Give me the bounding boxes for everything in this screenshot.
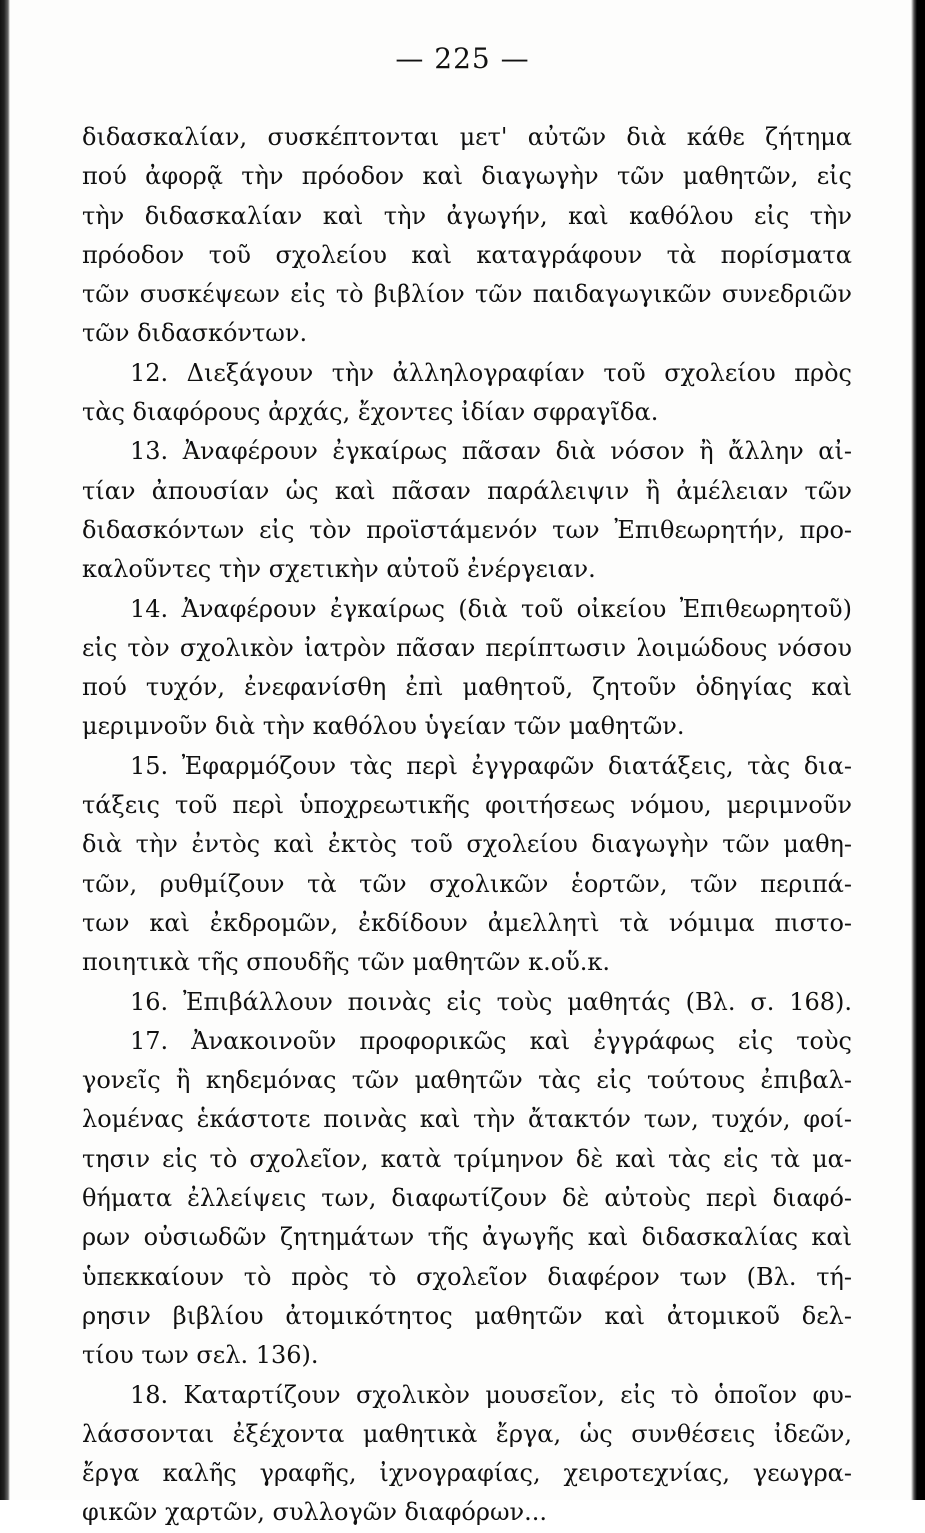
- text-line: μεριμνοῦν διὰ τὴν καθόλου ὑγείαν τῶν μαθητῶν.: [82, 712, 685, 741]
- text-line: 14. Ἀναφέρουν ἐγκαίρως (διὰ τοῦ οἰκείου Ἐπιθεωρητοῦ): [130, 594, 852, 623]
- text-line: διὰ τὴν ἐντὸς καὶ ἐκτὸς τοῦ σχολείου διαγωγὴν τῶν μαθη-: [82, 830, 852, 859]
- page-number: — 225 —: [395, 42, 530, 75]
- text-line: ἔργα καλῆς γραφῆς, ἰχνογραφίας, χειροτεχνίας, γεωγρα-: [82, 1459, 852, 1488]
- text-line: πού τυχόν, ἐνεφανίσθη ἐπὶ μαθητοῦ, ζητοῦν ὁδηγίας καὶ: [82, 673, 852, 702]
- text-line: τὰς διαφόρους ἀρχάς, ἔχοντες ἰδίαν σφραγῖδα.: [82, 398, 659, 427]
- text-line: τάξεις τοῦ περὶ ὑποχρεωτικῆς φοιτήσεως νόμου, μεριμνοῦν: [82, 791, 852, 820]
- body-text: [82, 118, 852, 1533]
- text-line: 13. Ἀναφέρουν ἐγκαίρως πᾶσαν διὰ νόσον ἢ ἄλλην αἰ-: [130, 437, 852, 466]
- text-line: ποιητικὰ τῆς σπουδῆς τῶν μαθητῶν κ.οὕ.κ.: [82, 948, 611, 977]
- text-line: τίου των σελ. 136).: [82, 1341, 319, 1370]
- text-line: γονεῖς ἢ κηδεμόνας τῶν μαθητῶν τὰς εἰς τούτους ἐπιβαλ-: [82, 1066, 852, 1095]
- text-line: λομένας ἑκάστοτε ποινὰς καὶ τὴν ἄτακτόν των, τυχόν, φοί-: [82, 1105, 852, 1134]
- text-line: τῶν, ρυθμίζουν τὰ τῶν σχολικῶν ἑορτῶν, τῶν περιπά-: [82, 869, 852, 898]
- text-line: πού ἀφορᾷ τὴν πρόοδον καὶ διαγωγὴν τῶν μαθητῶν, εἰς: [82, 162, 852, 191]
- text-line: τῶν συσκέψεων εἰς τὸ βιβλίον τῶν παιδαγωγικῶν συνεδριῶν: [82, 280, 852, 309]
- text-line: ὑπεκκαίουν τὸ πρὸς τὸ σχολεῖον διαφέρον των (Βλ. τή-: [82, 1262, 852, 1291]
- text-line: ρων οὐσιωδῶν ζητημάτων τῆς ἀγωγῆς καὶ διδασκαλίας καὶ: [82, 1223, 852, 1252]
- text-line: εἰς τὸν σχολικὸν ἰατρὸν πᾶσαν περίπτωσιν λοιμώδους νόσου: [82, 633, 852, 662]
- text-line: φικῶν χαρτῶν, συλλογῶν διαφόρων...: [82, 1498, 548, 1527]
- text-line: διδασκαλίαν, συσκέπτονται μετ' αὐτῶν διὰ κάθε ζήτημα: [82, 123, 852, 151]
- page-left-edge-shadow: [0, 0, 10, 1500]
- page-right-edge-shadow: [911, 0, 925, 1500]
- text-line: 18. Καταρτίζουν σχολικὸν μουσεῖον, εἰς τὸ ὁποῖον φυ-: [130, 1380, 852, 1409]
- text-line: τὴν διδασκαλίαν καὶ τὴν ἀγωγήν, καὶ καθόλου εἰς τὴν: [82, 201, 852, 230]
- text-line: πρόοδον τοῦ σχολείου καὶ καταγράφουν τὰ πορίσματα: [82, 240, 852, 269]
- text-line: 17. Ἀνακοινοῦν προφορικῶς καὶ ἐγγράφως εἰς τοὺς: [130, 1026, 852, 1055]
- text-line: τῶν διδασκόντων.: [82, 319, 308, 348]
- text-line: τίαν ἀπουσίαν ὡς καὶ πᾶσαν παράλειψιν ἢ ἀμέλειαν τῶν: [82, 476, 852, 505]
- text-line: λάσσονται ἐξέχοντα μαθητικὰ ἔργα, ὡς συνθέσεις ἰδεῶν,: [82, 1419, 852, 1448]
- text-line: θήματα ἐλλείψεις των, διαφωτίζουν δὲ αὐτοὺς περὶ διαφό-: [82, 1184, 852, 1213]
- text-line: των καὶ ἐκδρομῶν, ἐκδίδουν ἀμελλητὶ τὰ νόμιμα πιστο-: [82, 908, 852, 937]
- text-line: ρησιν βιβλίου ἀτομικότητος μαθητῶν καὶ ἀτομικοῦ δελ-: [82, 1301, 852, 1330]
- text-line: 15. Ἐφαρμόζουν τὰς περὶ ἐγγραφῶν διατάξεις, τὰς δια-: [130, 751, 852, 780]
- text-line: καλοῦντες τὴν σχετικὴν αὐτοῦ ἐνέργειαν.: [82, 555, 596, 584]
- text-line: τησιν εἰς τὸ σχολεῖον, κατὰ τρίμηνον δὲ καὶ τὰς εἰς τὰ μα-: [82, 1144, 852, 1173]
- text-line: 12. Διεξάγουν τὴν ἀλληλογραφίαν τοῦ σχολείου πρὸς: [130, 358, 852, 387]
- text-line: διδασκόντων εἰς τὸν προϊστάμενόν των Ἐπιθεωρητήν, προ-: [82, 515, 852, 544]
- text-line: 16. Ἐπιβάλλουν ποινὰς εἰς τοὺς μαθητάς (Βλ. σ. 168).: [130, 987, 852, 1016]
